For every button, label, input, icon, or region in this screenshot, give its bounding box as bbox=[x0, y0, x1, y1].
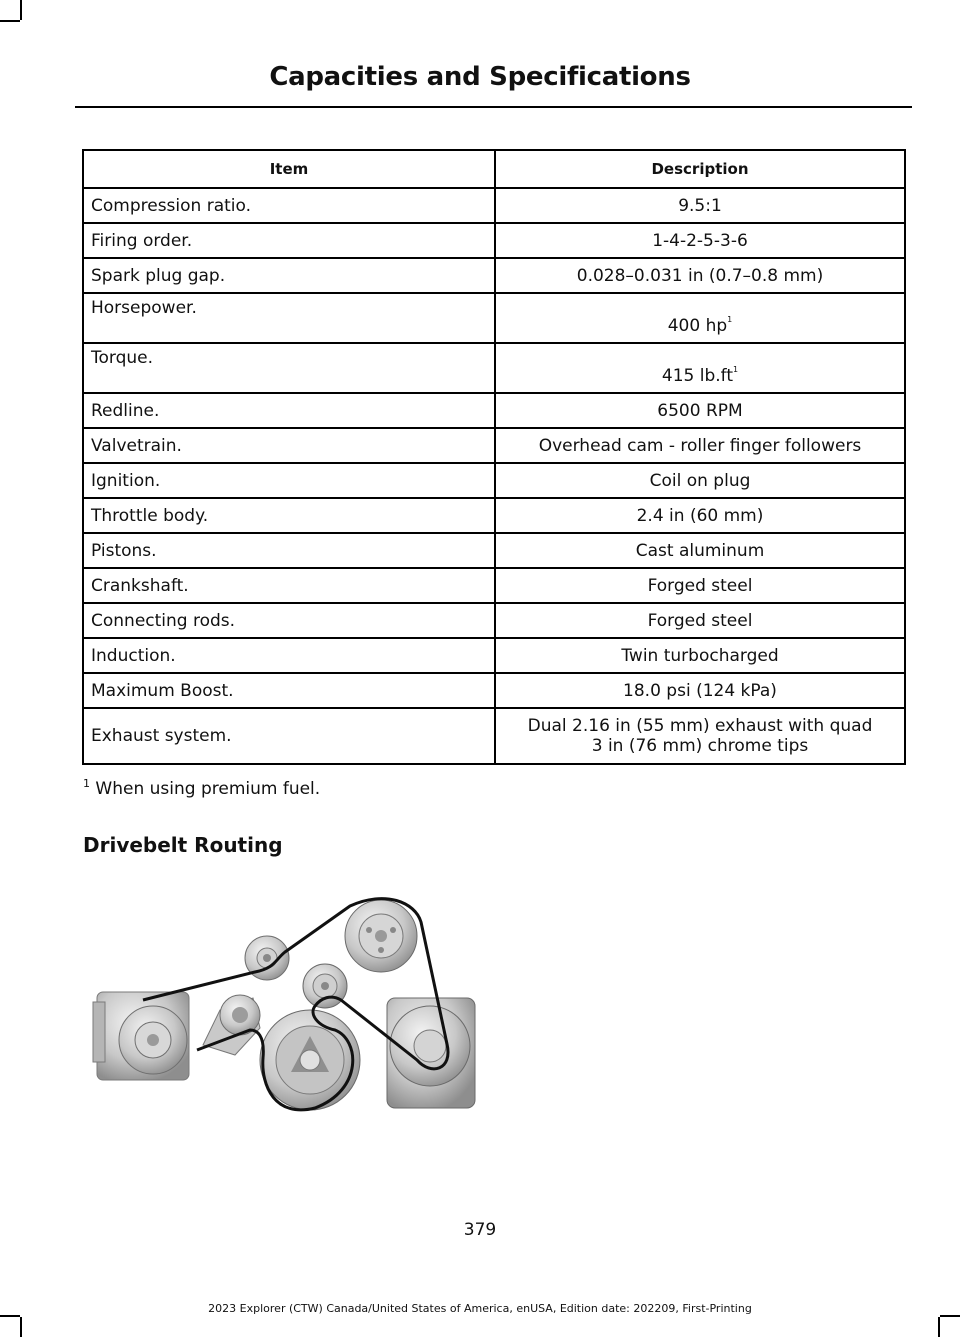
row-item: Crankshaft. bbox=[83, 568, 495, 603]
row-item: Horsepower. bbox=[83, 293, 495, 343]
crop-mark-top-left bbox=[20, 0, 22, 20]
row-description: 6500 RPM bbox=[495, 393, 905, 428]
row-description: 9.5:1 bbox=[495, 188, 905, 223]
description-text: 415 lb.ft bbox=[661, 366, 734, 386]
table-row bbox=[83, 533, 905, 568]
page-number: 379 bbox=[463, 1220, 497, 1240]
row-item: Ignition. bbox=[83, 463, 495, 498]
crop-mark-bottom-right bbox=[938, 1317, 940, 1337]
title-divider bbox=[75, 106, 912, 108]
table-row bbox=[83, 568, 905, 603]
section-heading: Drivebelt Routing bbox=[83, 833, 283, 857]
footnote bbox=[83, 777, 320, 799]
table-row bbox=[83, 638, 905, 673]
crop-mark-bottom-left bbox=[20, 1317, 22, 1337]
row-description: Coil on plug bbox=[495, 463, 905, 498]
row-item: Maximum Boost. bbox=[83, 673, 495, 708]
description-line-2: 3 in (76 mm) chrome tips bbox=[591, 736, 809, 756]
row-description: 18.0 psi (124 kPa) bbox=[495, 673, 905, 708]
table-row bbox=[83, 673, 905, 708]
row-item: Compression ratio. bbox=[83, 188, 495, 223]
engine-spec-table bbox=[82, 149, 906, 765]
footnote-text: When using premium fuel. bbox=[90, 779, 321, 799]
row-item: Throttle body. bbox=[83, 498, 495, 533]
row-item: Pistons. bbox=[83, 533, 495, 568]
page-footer: 2023 Explorer (CTW) Canada/United States of America, enUSA, Edition date: 202209, First-Printing bbox=[208, 1302, 752, 1315]
footnote-marker: 1 bbox=[733, 365, 739, 374]
column-header-item: Item bbox=[83, 150, 495, 188]
row-description: Overhead cam - roller finger followers bbox=[495, 428, 905, 463]
table-row bbox=[83, 188, 905, 223]
footnote-number: 1 bbox=[83, 777, 90, 790]
table-row bbox=[83, 428, 905, 463]
row-description: Forged steel bbox=[495, 603, 905, 638]
table-row bbox=[83, 603, 905, 638]
row-item: Exhaust system. bbox=[83, 708, 495, 764]
table-row bbox=[83, 498, 905, 533]
table-row bbox=[83, 393, 905, 428]
table-row bbox=[83, 708, 905, 764]
description-text: 400 hp bbox=[667, 316, 728, 336]
water-pump-pulley-icon bbox=[345, 900, 417, 972]
row-description: 0.028–0.031 in (0.7–0.8 mm) bbox=[495, 258, 905, 293]
row-item: Connecting rods. bbox=[83, 603, 495, 638]
row-description: Cast aluminum bbox=[495, 533, 905, 568]
drivebelt-routing-diagram bbox=[85, 890, 485, 1120]
table-row bbox=[83, 258, 905, 293]
row-description: 1-4-2-5-3-6 bbox=[495, 223, 905, 258]
crop-mark-bottom-left bbox=[0, 1315, 20, 1317]
alternator-icon bbox=[387, 998, 475, 1108]
row-description bbox=[495, 293, 905, 343]
row-item: Redline. bbox=[83, 393, 495, 428]
table-row bbox=[83, 293, 905, 343]
row-description: 2.4 in (60 mm) bbox=[495, 498, 905, 533]
row-description: Twin turbocharged bbox=[495, 638, 905, 673]
description-line-1: Dual 2.16 in (55 mm) exhaust with quad bbox=[527, 716, 873, 736]
table-row bbox=[83, 343, 905, 393]
crop-mark-top-left bbox=[0, 20, 20, 22]
row-item: Torque. bbox=[83, 343, 495, 393]
crop-mark-bottom-right bbox=[940, 1315, 960, 1317]
crankshaft-pulley-icon bbox=[260, 1010, 360, 1110]
page-title: Capacities and Specifications bbox=[269, 62, 691, 92]
table-row bbox=[83, 463, 905, 498]
ac-compressor-icon bbox=[93, 992, 189, 1080]
row-item: Valvetrain. bbox=[83, 428, 495, 463]
table-header-row bbox=[83, 150, 905, 188]
row-item: Induction. bbox=[83, 638, 495, 673]
footnote-marker: 1 bbox=[727, 315, 733, 324]
row-item: Firing order. bbox=[83, 223, 495, 258]
row-description: Forged steel bbox=[495, 568, 905, 603]
row-description bbox=[495, 708, 905, 764]
table-row bbox=[83, 223, 905, 258]
column-header-description: Description bbox=[495, 150, 905, 188]
row-item: Spark plug gap. bbox=[83, 258, 495, 293]
row-description bbox=[495, 343, 905, 393]
